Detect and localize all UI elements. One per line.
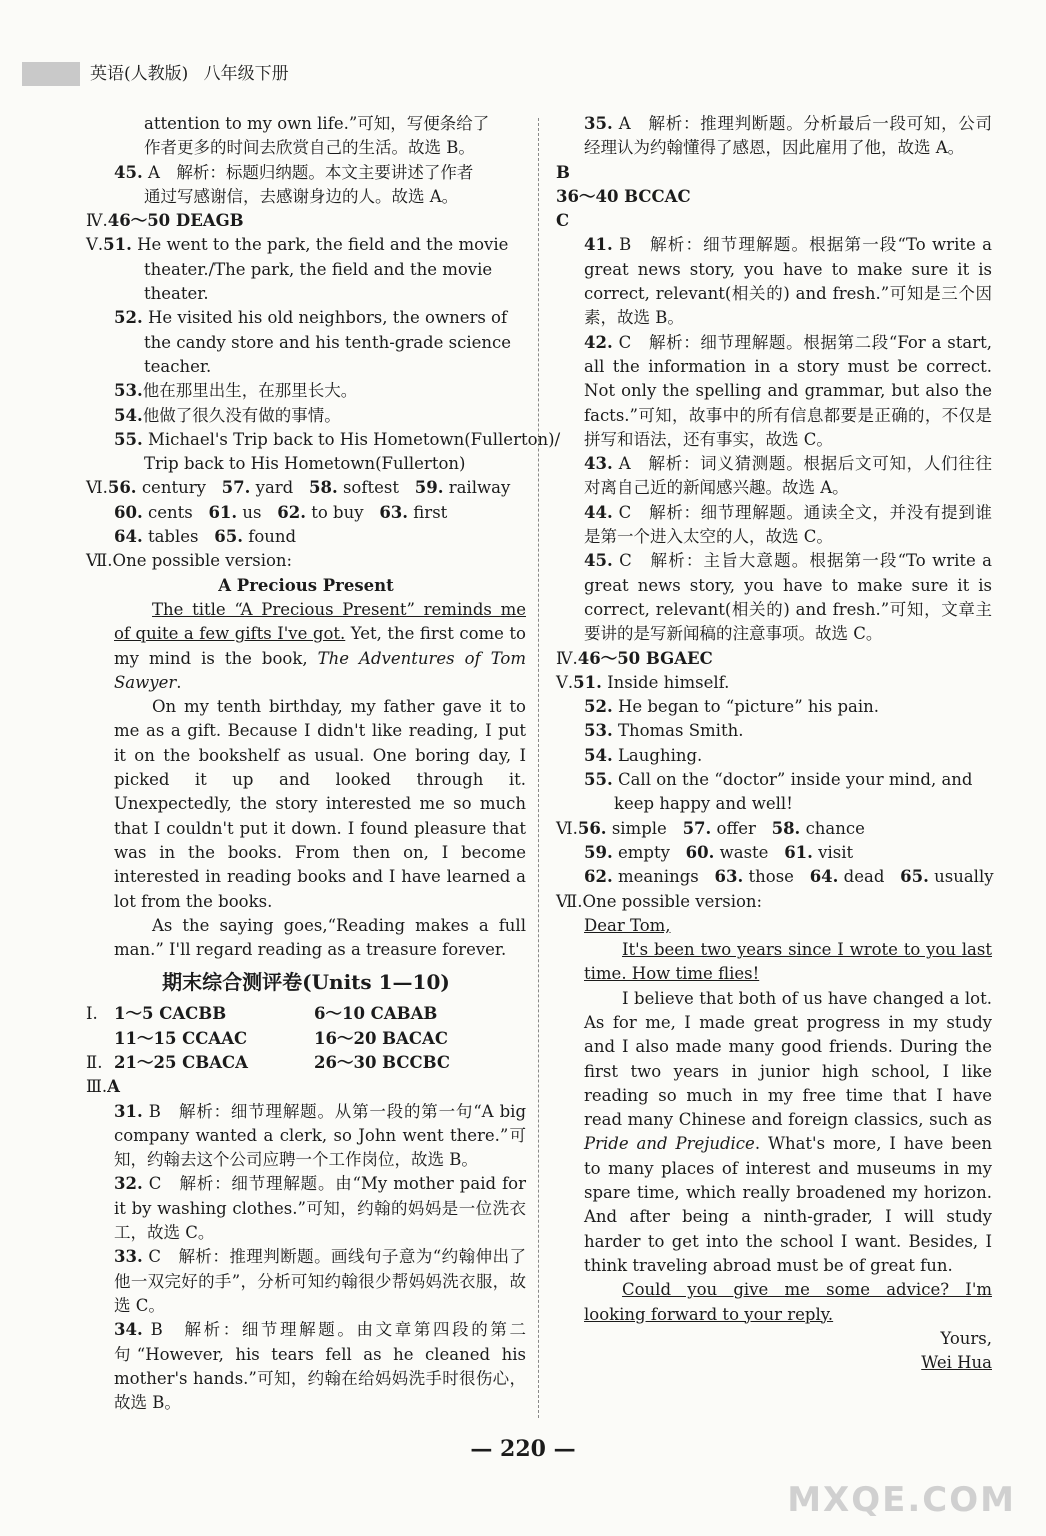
letter-closing: Yours, (940, 1328, 992, 1348)
answer-34: 34. B 解析：细节理解题。由文章第四段的第二句“However, his tears fell as he cleaned his mother's hands.”可知，约翰在给妈妈洗手时很伤心，故选 B。 (114, 1320, 526, 1413)
answer-41: 41. B 解析：细节理解题。根据第一段“To write a great news story, you have to make sure it is correct, relevant(相关的) and fresh.”可知是三个因素，故选 B。 (584, 235, 992, 328)
section-v: Ⅴ.51. He went to the park, the field and the movie (86, 235, 509, 255)
cont-line: attention to my own life.”可知，写便条给了 (144, 114, 490, 133)
answer-42: 42. C 解析：细节理解题。根据第二段“For a start, all the information in a story must be correct. Not only the spelling and grammar, but also the facts.”可知，故事中的所有信息都要是正确的，不仅是拼写和语法，还有事实，故选 C。 (584, 332, 993, 449)
essay-title: A Precious Present (218, 575, 394, 595)
answer-line: theater./The park, the field and the movie (144, 259, 493, 279)
essay-paragraph-2: On my tenth birthday, my father gave it to me as a gift. Because I didn't like reading, I put it on the bookshelf as usual. One boring day, I picked it up and looked through it. Unexpectedly, the story interested me so much that I couldn't put it down. I found pleasure that was in the books. From then on, I become interested in reading books and I have learned a lot from the books. (114, 697, 526, 911)
letter-paragraph-3: Could you give me some advice? I'm looking forward to your reply. (584, 1280, 992, 1324)
section-i-row2: 11～15 CCAAC 16～20 BACAC (114, 1028, 448, 1048)
letter-greeting: Dear Tom, (584, 915, 671, 935)
answer-line: teacher. (144, 356, 212, 376)
section-iii: Ⅲ.A (86, 1077, 120, 1097)
section-i: Ⅰ. 1～5 CACBB 6～10 CABAB (86, 1004, 438, 1024)
essay-paragraph-1: The title “A Precious Present” reminds me of quite a few gifts I've got. Yet, the first come to my mind is the book, The Adventures of Tom Sawyer. (114, 599, 526, 692)
vi-row2: 60. cents 61. us 62. to buy 63. first (114, 502, 448, 522)
answer-33: 33. C 解析：推理判断题。画线句子意为“约翰伸出了他一双完好的手”，分析可知约翰很少帮妈妈洗衣服，故选 C。 (114, 1247, 526, 1315)
answer-line: the candy store and his tenth-grade science (144, 332, 512, 352)
answer-45: 45. A 解析：标题归纳题。本文主要讲述了作者 (114, 162, 474, 182)
section-iv: Ⅳ.46～50 DEAGB (86, 211, 244, 231)
answer-53: 53.他在那里出生，在那里长大。 (114, 381, 358, 401)
answer-52: 52. He visited his old neighbors, the owners of (114, 308, 508, 328)
answer-44: 44. C 解析：细节理解题。通读全文，并没有提到谁是第一个进入太空的人，故选 C。 (584, 502, 993, 547)
answer-55: 55. Michael's Trip back to His Hometown(Fullerton)/ (114, 429, 561, 449)
final-test-title: 期末综合测评卷(Units 1—10) (162, 970, 450, 995)
header-subject: 英语(人教版) (90, 64, 189, 84)
section-v: Ⅴ.51. Inside himself. (556, 672, 730, 692)
left-column (86, 112, 561, 1415)
answer-53: 53. Thomas Smith. (584, 721, 744, 741)
column-divider (538, 118, 539, 1418)
header-tab-block (22, 62, 80, 86)
right-column (556, 112, 992, 1375)
letter-paragraph-1: It's been two years since I wrote to you last time. How time flies! (584, 940, 992, 984)
answer-line: Trip back to His Hometown(Fullerton) (144, 454, 466, 474)
letter-signature: Wei Hua (921, 1353, 992, 1373)
running-header (90, 62, 299, 86)
vi-row2: 59. empty 60. waste 61. visit (584, 842, 854, 862)
answer-31: 31. B 解析：细节理解题。从第一段的第一句“A big company wanted a clerk, so John went there.”可知，约翰去这个公司应聘一个工作岗位，故选 B。 (114, 1101, 527, 1170)
answer-32: 32. C 解析：细节理解题。由“My mother paid for it by washing clothes.”可知，约翰的妈妈是一位洗衣工，故选 C。 (114, 1174, 527, 1243)
answer-35: 35. A 解析：推理判断题。分析最后一段可知，公司经理认为约翰懂得了感恩，因此雇用了他，故选 A。 (584, 114, 993, 158)
header-grade: 八年级下册 (203, 64, 289, 84)
letter-paragraph-2: I believe that both of us have changed a lot. As for me, I made great progress in my study and I also made many good friends. During the first two years in junior high school, I like reading so much in my free time that I have read many Chinese and foreign classics, such as Pride and Prejudice. What's more, I have been to many places of interest and museums in my spare time, which really broadened my horizon. And after being a ninth-grader, I will study harder to get into the school I want. Besides, I think traveling abroad must be of great fun. (584, 988, 992, 1275)
answer-line: keep happy and well! (614, 794, 793, 814)
section-ii: Ⅱ. 21～25 CBACA 26～30 BCCBC (86, 1052, 451, 1072)
answer-54: 54. Laughing. (584, 745, 703, 765)
section-vi: Ⅵ.56. century 57. yard 58. softest 59. railway (86, 478, 511, 498)
vi-row3: 62. meanings 63. those 64. dead 65. usually (584, 867, 994, 887)
answer-54: 54.他做了很久没有做的事情。 (114, 405, 341, 425)
essay-paragraph-3: As the saying goes,“Reading makes a full man.” I'll regard reading as a treasure forever. (114, 915, 526, 960)
section-iv: Ⅳ.46～50 BGAEC (556, 648, 713, 668)
answer-45: 45. C 解析：主旨大意题。根据第一段“To write a great news story, you have to make sure it is correct, relevant(相关的) and fresh.”可知，文章主要讲的是写新闻稿的注意事项。故选 C。 (584, 551, 993, 644)
part-b-answers: 36～40 BCCAC (556, 186, 691, 206)
part-c-label: C (556, 211, 570, 231)
part-b-label: B (556, 162, 570, 182)
page-number: — 220 — (470, 1436, 576, 1462)
section-vii: Ⅶ.One possible version: (556, 891, 763, 911)
answer-line: theater. (144, 284, 209, 304)
answer-43: 43. A 解析：词义猜测题。根据后文可知，人们往往对离自己近的新闻感兴趣。故选 A。 (584, 454, 993, 498)
answer-45-cont: 通过写感谢信，去感谢身边的人。故选 A。 (144, 186, 459, 206)
section-vii: Ⅶ.One possible version: (86, 551, 293, 571)
section-vi: Ⅵ.56. simple 57. offer 58. chance (556, 818, 865, 838)
watermark: MXQE.COM (787, 1480, 1016, 1520)
answer-52: 52. He began to “picture” his pain. (584, 697, 880, 717)
answer-55: 55. Call on the “doctor” inside your mind, and (584, 770, 973, 790)
cont-line: 作者更多的时间去欣赏自己的生活。故选 B。 (144, 138, 475, 158)
vi-row3: 64. tables 65. found (114, 527, 297, 547)
